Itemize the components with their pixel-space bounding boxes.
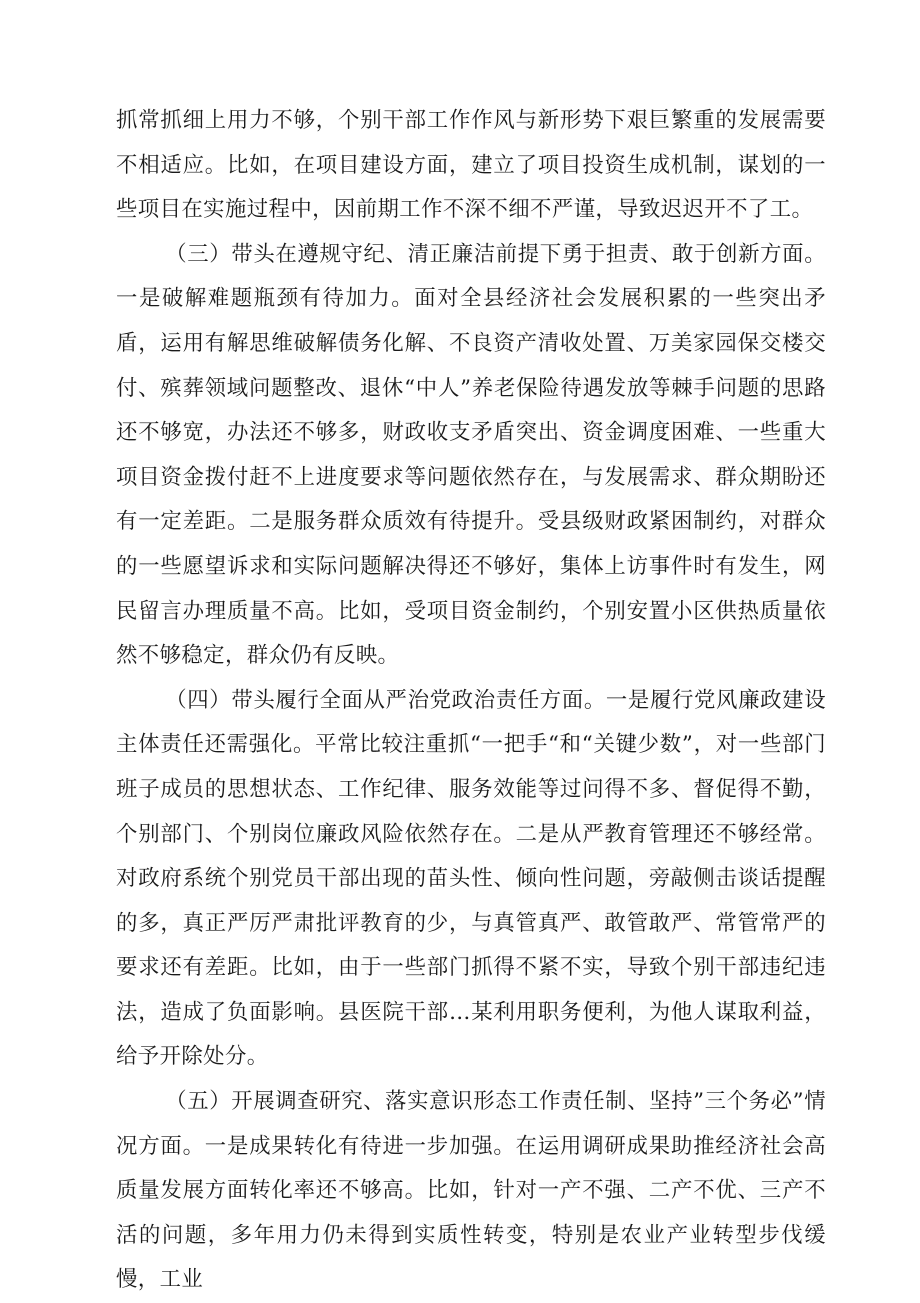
paragraph-section-five: （五）开展调查研究、落实意识形态工作责任制、坚持”三个务必”情况方面。一是成果转化有待进一步加强。在运用调研成果助推经济社会高质量发展方面转化率还不够高。比如，针对一产不强、二产不优、三产不活的问题，多年用力仍未得到实质性转变，特别是农业产业转型步伐缓慢，工业 — [116, 1089, 826, 1293]
paragraph-section-four: （四）带头履行全面从严治党政治责任方面。一是履行党风廉政建设主体责任还需强化。平常比较注重抓“一把手“和“关键少数”，对一些部门班子成员的思想状态、工作纪律、服务效能等过问得不多、督促得不勤，个别部门、个别岗位廉政风险依然存在。二是从严教育管理还不够经常。对政府系统个别党员干部出现的苗头性、倾向性问题，旁敲侧击谈话提醒的多，真正严厉严肃批评教育的少，与真管真严、敢管敢严、常管常严的要求还有差距。比如，由于一些部门抓得不紧不实，导致个别干部违纪违法，造成了负面影响。县医院干部…某利用职务便利，为他人谋取利益，给予开除处分。 — [116, 687, 826, 1070]
paragraph-continuation: 抓常抓细上用力不够，个别干部工作作风与新形势下艰巨繁重的发展需要不相适应。比如，在项目建设方面，建立了项目投资生成机制，谋划的一些项目在实施过程中，因前期工作不深不细不严谨，导致迟迟开不了工。 — [116, 108, 826, 223]
document-body — [116, 99, 826, 1303]
paragraph-section-three: （三）带头在遵规守纪、清正廉洁前提下勇于担责、敢于创新方面。一是破解难题瓶颈有待加力。面对全县经济社会发展积累的一些突出矛盾，运用有解思维破解债务化解、不良资产清收处置、万美家园保交楼交付、殡葬领域问题整改、退休“中人”养老保险待遇发放等棘手问题的思路还不够宽，办法还不够多，财政收支矛盾突出、资金调度困难、一些重大项目资金拨付赶不上进度要求等问题依然存在，与发展需求、群众期盼还有一定差距。二是服务群众质效有待提升。受县级财政紧困制约，对群众的一些愿望诉求和实际问题解决得还不够好，集体上访事件时有发生，网民留言办理质量不高。比如，受项目资金制约，个别安置小区供热质量依然不够稳定，群众仍有反映。 — [116, 241, 826, 669]
